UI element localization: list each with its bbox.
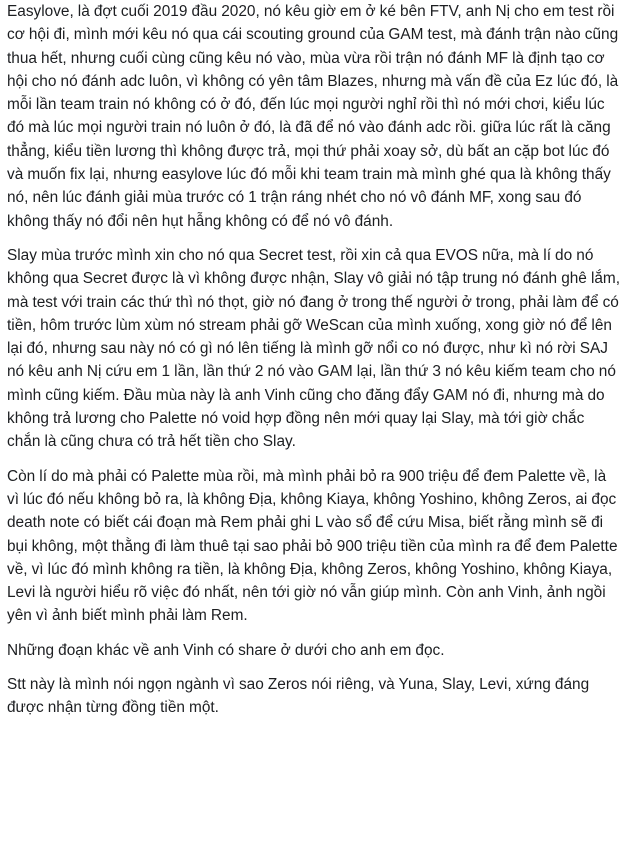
post-paragraph-palette: Còn lí do mà phải có Palette mùa rồi, mà mình phải bỏ ra 900 triệu để đem Palette về, là vì lúc đó nếu không bỏ ra, là không Địa, không Kiaya, không Yoshino, không Zeros, ai đọc death note có biết cái đoạn mà Rem phải ghi L vào sổ để cứu Misa, biết rằng mình sẽ đi bụi không, một thằng đi làm thuê tại sao phải bỏ 900 triệu tiền của mình ra để đem Palette về, vì lúc đó mình không ra tiền, là không Địa, không Zeros, không Yoshino, không Kiaya, Levi là người hiểu rõ việc đó nhất, nên tới giờ nó vẫn giúp mình. Còn anh Vinh, ảnh ngồi yên vì ảnh biết mình phải làm Rem.	[7, 467, 618, 625]
post-paragraph-easylove: Easylove, là đợt cuối 2019 đầu 2020, nó kêu giờ em ở ké bên FTV, anh Nị cho em test rồi cơ hội đi, mình mới kêu nó qua cái scouting ground của GAM test, mà đánh trận nào cũng thua hết, nhưng cuối cùng cũng kêu nó vào, mùa vừa rồi trận nó đánh MF là định tạo cơ hội cho nó đánh adc luôn, vì không có yên tâm Blazes, nhưng mà vấn đề của Ez lúc đó, là mỗi lần team train nó không có ở đó, đến lúc mọi người nghỉ rồi thì nó mới chơi, kiểu lúc đó mà lúc mọi người train nó luôn ở đó, là đã để nó vào đánh adc rồi. giữa lúc rất là căng thẳng, kiểu tiền lương thì không được trả, mọi thứ phải xoay sở, dù bất an cặp bot lúc đó và muốn fix lại, nhưng easylove lúc đó mỗi khi team train mà mình ghé qua là không thấy nó, nên lúc đánh giải mùa trước có 1 trận ráng nhét cho nó vô đánh MF, xong sau đó không thấy nó đổi nên hụt hẫng không có để nó vô đánh.	[7, 3, 619, 230]
post-paragraph-slay: Slay mùa trước mình xin cho nó qua Secret test, rồi xin cả qua EVOS nữa, mà lí do nó không qua Secret được là vì không được nhận, Slay vô giải nó tập trung nó đánh ghê lắm, mà test với train các thứ thì nó thọt, giờ nó đang ở trong thế người ở trong, phải làm để có tiền, hôm trước lùm xùm nó stream phải gỡ WeScan của mình xuống, xong giờ nó để lên lại đó, nhưng sau này nó có gì nó lên tiếng là mình gỡ nổi co nó được, như kì nó rời SAJ nó kêu anh Nị cứu em 1 lần, lần thứ 2 nó vào GAM lại, lần thứ 3 nó kêu kiếm team cho nó mình cũng kiếm. Đầu mùa này là anh Vinh cũng cho đăng đẩy GAM nó đi, nhưng mà do không trả lương cho Palette nó void hợp đồng nên mới quay lại Slay, mà tới giờ chắc chắn là cũng chưa có trả hết tiền cho Slay.	[7, 246, 621, 451]
post-body	[7, 0, 621, 720]
post-paragraph-conclusion: Stt này là mình nói ngọn ngành vì sao Zeros nói riêng, và Yuna, Slay, Levi, xứng đáng được nhận từng đồng tiền một.	[7, 676, 590, 717]
post-paragraph-share-note: Những đoạn khác về anh Vinh có share ở dưới cho anh em đọc.	[7, 641, 445, 659]
